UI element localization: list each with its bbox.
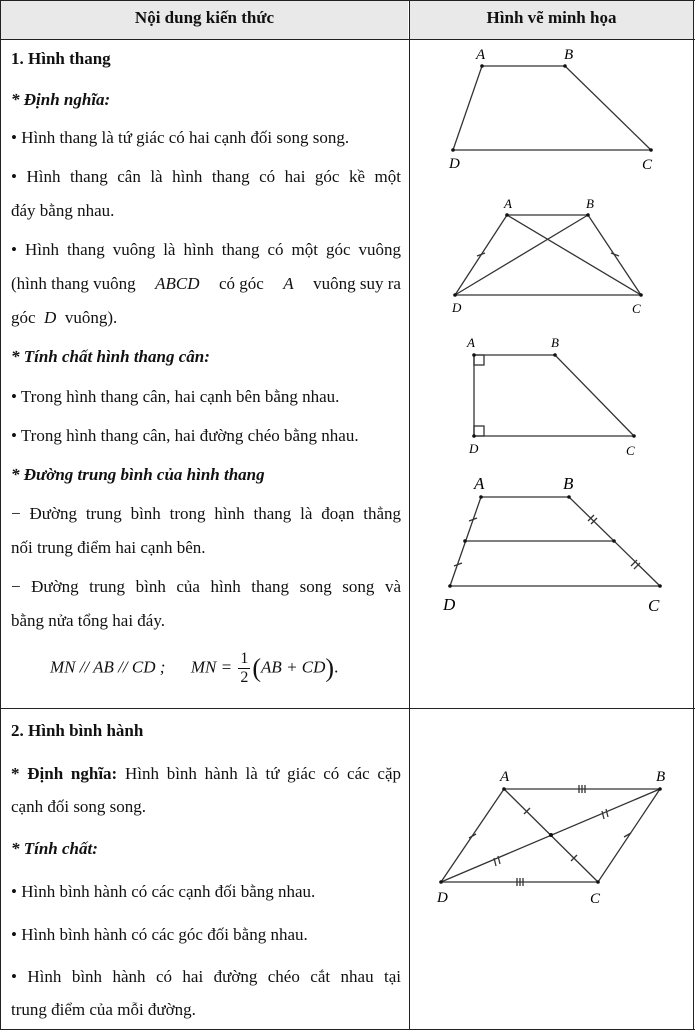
fig2-label-a: A [504, 196, 512, 211]
fig3-label-a: A [467, 335, 475, 350]
formula-sum: AB + CD [261, 657, 326, 677]
fig1-label-d: D [449, 156, 460, 172]
fig2-label-d: D [452, 300, 462, 315]
parallelogram-property-diagonals-line1: • Hình bình hành có hai đường chéo cắt nhau tại [11, 967, 401, 986]
formula-parallel: MN // AB // CD ; [50, 657, 166, 677]
fig2-label-c: C [632, 301, 641, 316]
fig3-label-b: B [551, 335, 559, 350]
def3-line3-angle-d: D [44, 308, 57, 327]
right-trapezoid-figure [474, 355, 634, 436]
fig5-label-a: A [500, 769, 510, 785]
midline-property-line2: bằng nửa tổng hai đáy. [11, 611, 165, 630]
fig4-label-d: D [443, 595, 456, 614]
midline-formula: MN // AB // CD ; MN = $\frac{1}{2}$ (AB + CD). [50, 650, 339, 686]
midline-property-line1: − Đường trung bình của hình thang song song và [11, 577, 401, 596]
fig5-label-d: D [437, 890, 448, 906]
isosceles-property-sides: • Trong hình thang cân, hai cạnh bên bằng nhau. [11, 387, 340, 406]
def3-part-c: có góc [218, 274, 264, 293]
fig4-label-b: B [563, 474, 574, 493]
section2-title: 2. Hình bình hành [11, 721, 144, 740]
def3-part-abcd: ABCD [155, 274, 200, 293]
fraction-denominator: 2 [240, 669, 249, 686]
parallelogram-properties-heading: * Tính chất: [11, 839, 98, 858]
midline-heading: * Đường trung bình của hình thang [11, 465, 265, 484]
isosceles-properties-heading: * Tính chất hình thang cân: [11, 347, 210, 366]
parallelogram-property-diagonals-line2: trung điểm của mỗi đường. [11, 1000, 196, 1019]
isosceles-trapezoid-definition-line2: đáy bằng nhau. [11, 201, 115, 220]
fig1-label-a: A [476, 47, 486, 63]
fig3-label-c: C [626, 443, 635, 458]
fig3-label-d: D [469, 441, 479, 456]
isosceles-trapezoid-definition-line1: • Hình thang cân là hình thang có hai góc kề một [11, 167, 401, 186]
isosceles-property-diagonals: • Trong hình thang cân, hai đường chéo bằng nhau. [11, 426, 359, 445]
formula-period: . [334, 657, 339, 677]
def3-line3-c: vuông). [64, 308, 118, 327]
fig1-label-b: B [564, 47, 574, 63]
parallelogram-definition-line2: cạnh đối song song. [11, 797, 147, 816]
fig5-label-b: B [656, 769, 666, 785]
fig4-label-c: C [648, 596, 660, 615]
fig2-label-b: B [586, 196, 594, 211]
def3-part-a: (hình thang vuông [11, 274, 136, 293]
midline-definition-line1: − Đường trung bình trong hình thang là đoạn thẳng [11, 504, 401, 523]
fig5-label-c: C [590, 891, 601, 907]
midline-trapezoid-figure [450, 497, 660, 586]
formula-mn: MN = [190, 657, 233, 677]
parallelogram-definition-heading: * Định nghĩa: [11, 764, 118, 783]
fraction-numerator: 1 [240, 650, 249, 667]
isosceles-trapezoid-figure [455, 215, 641, 295]
def3-line3-a: góc [11, 308, 36, 327]
section1-title: 1. Hình thang [11, 49, 111, 68]
fig4-label-a: A [474, 474, 485, 493]
midline-definition-line2: nối trung điểm hai cạnh bên. [11, 538, 206, 557]
parallelogram-property-sides: • Hình bình hành có các cạnh đối bằng nhau. [11, 882, 316, 901]
section1-definition-heading: * Định nghĩa: [11, 90, 111, 109]
trapezoid-definition: • Hình thang là tứ giác có hai cạnh đối song song. [11, 128, 350, 147]
parallelogram-property-angles: • Hình bình hành có các góc đối bằng nhau. [11, 925, 308, 944]
header-content-label: Nội dung kiến thức [134, 8, 275, 27]
right-trapezoid-definition-line1: • Hình thang vuông là hình thang có một góc vuông [11, 240, 401, 259]
trapezoid-figure [453, 66, 651, 150]
header-figure-label: Hình vẽ minh họa [486, 8, 617, 27]
parallelogram-definition-text: Hình bình hành là tứ giác có các cặp [124, 764, 402, 783]
def3-part-angle-a: A [283, 274, 294, 293]
def3-part-e: vuông suy ra [313, 274, 401, 293]
fig1-label-c: C [642, 157, 653, 173]
